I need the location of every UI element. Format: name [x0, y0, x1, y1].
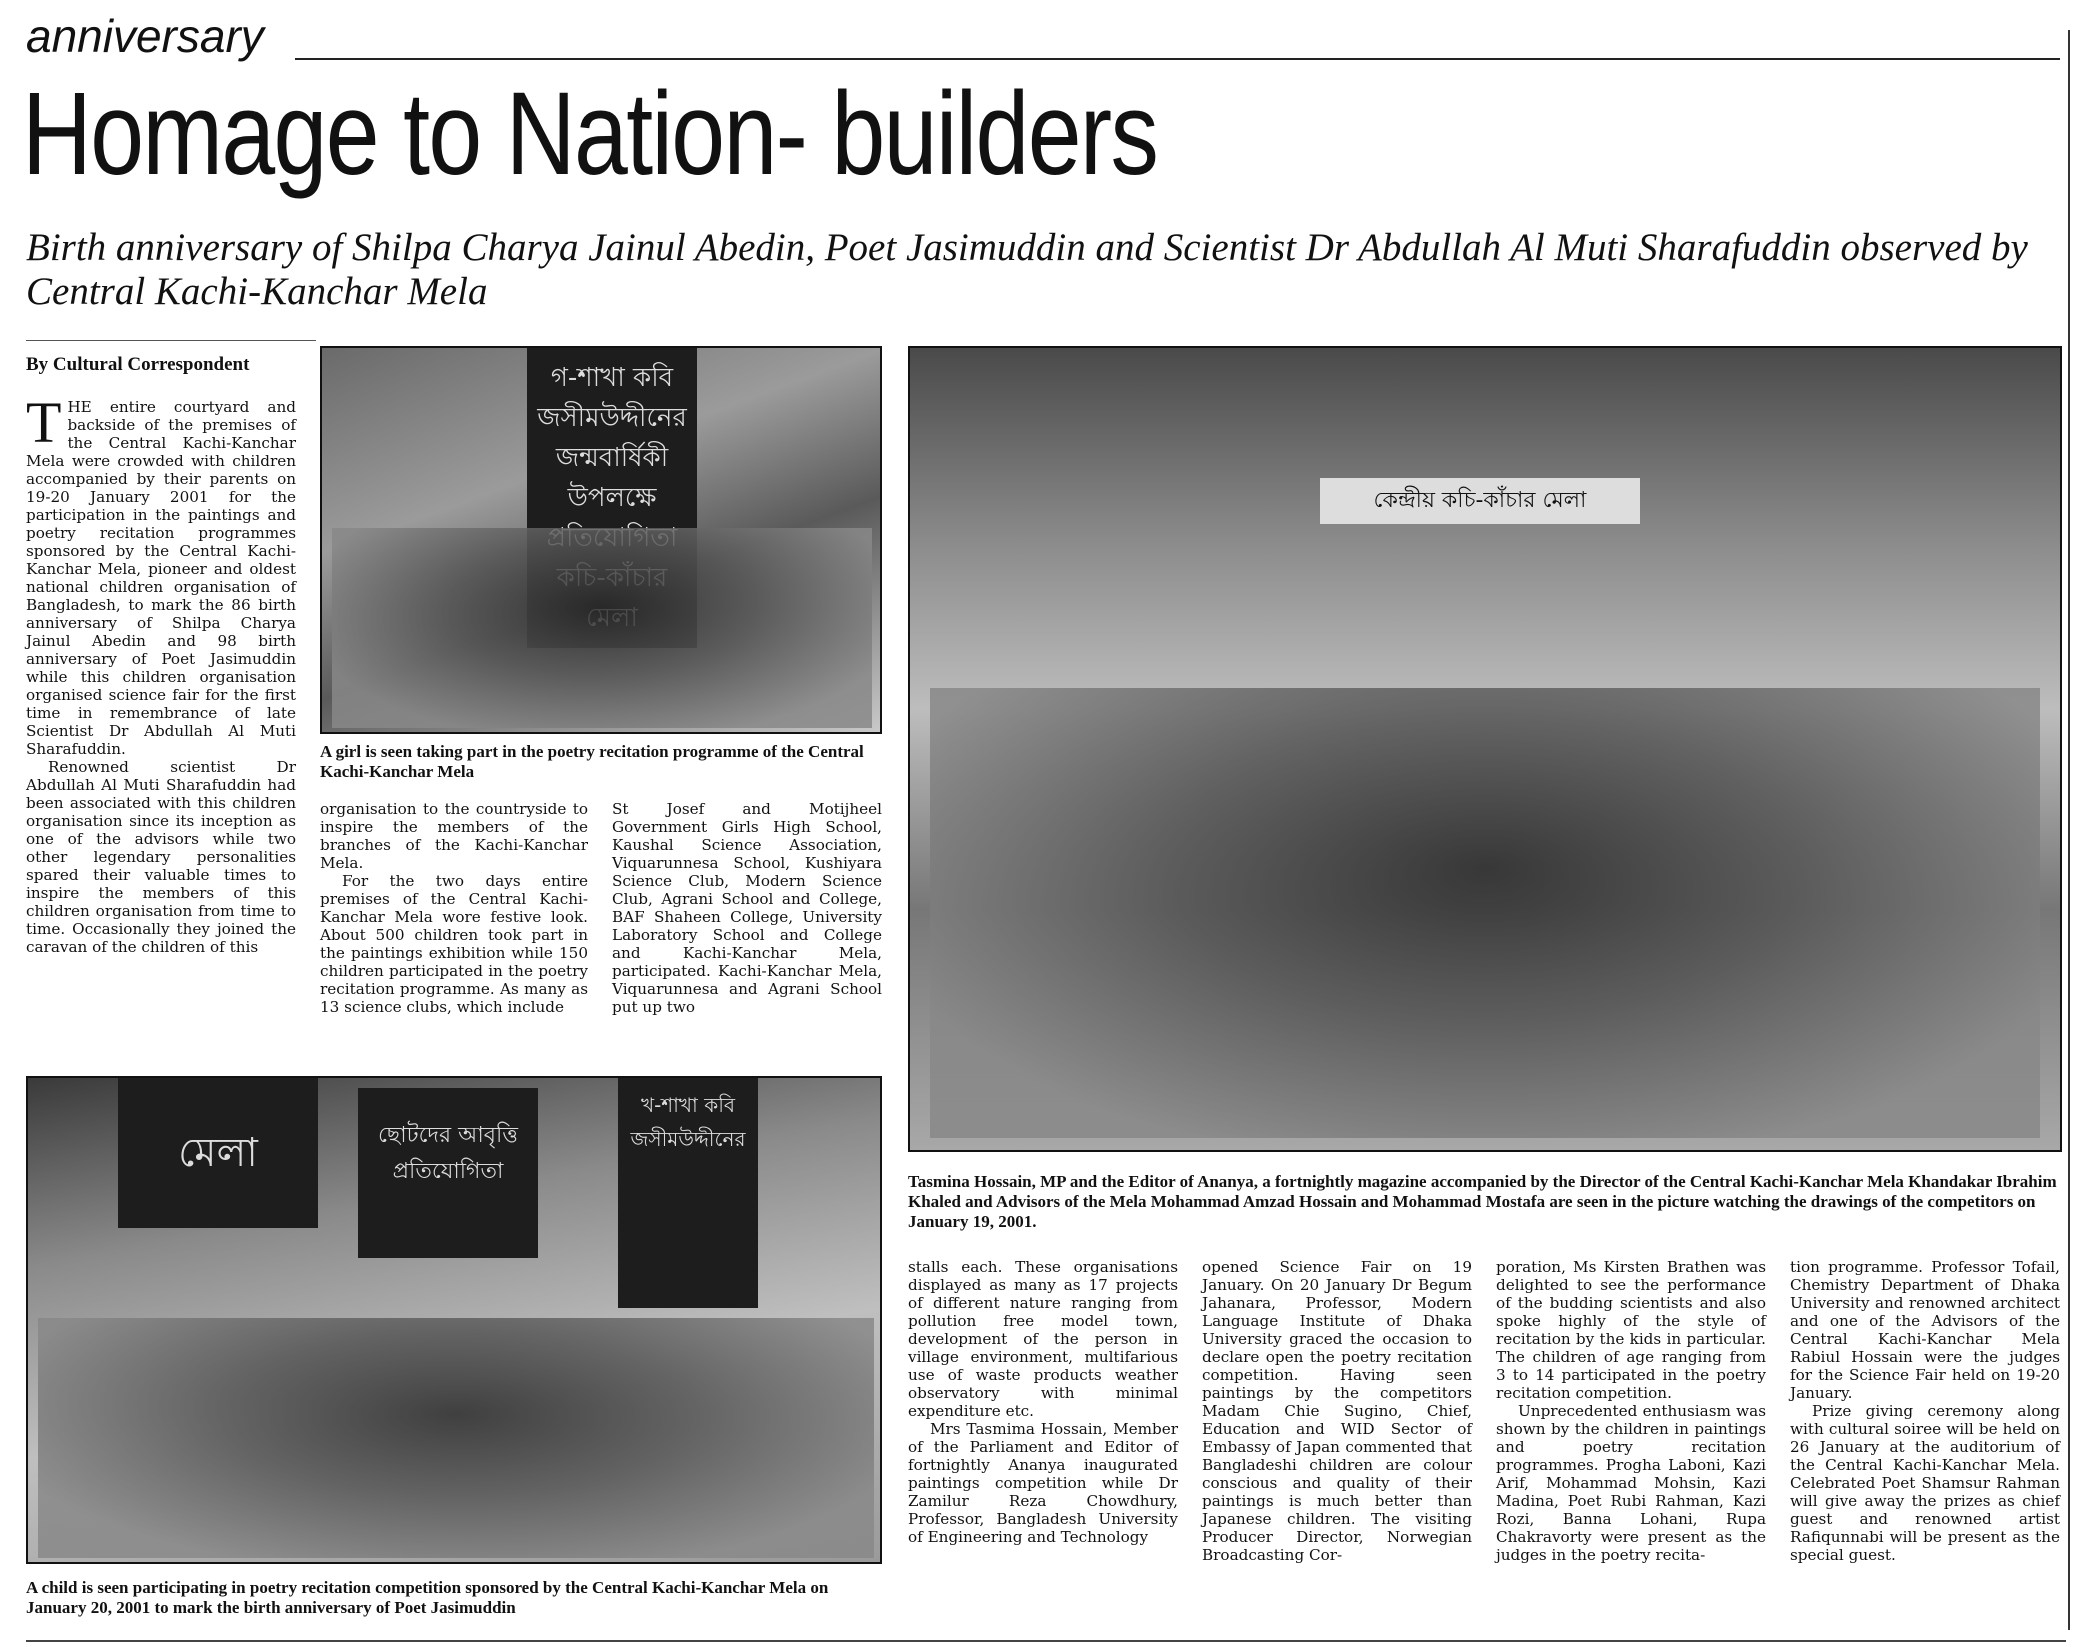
article-column-7: [1790, 1258, 2060, 1564]
paragraph: Mrs Tasmima Hossain, Member of the Parliament and Editor of fortnightly Ananya inaugurated paintings competition while Dr Zamilur Reza Chowdhury, Professor, Bangladesh University of Engineering and Technology: [908, 1420, 1178, 1546]
paragraph: Unprecedented enthusiasm was shown by the children in paintings and poetry recitation programmes. Progha Laboni, Kazi Arif, Mohammad Mohsin, Kazi Madina, Poet Rubi Rahman, Kazi Rozi, Banna Lohani, Rupa Chakravorty were present as the judges in the poetry recita-: [1496, 1402, 1766, 1564]
photo-caption: A child is seen participating in poetry recitation competition sponsored by the Central Kachi-Kanchar Mela on January 20, 2001 to mark the birth anniversary of Poet Jasimuddin: [26, 1578, 829, 1617]
banner-text: ছোটদের আবৃত্তি প্রতিযোগিতা: [377, 1123, 519, 1184]
banner-text: মেলা: [178, 1130, 258, 1176]
photo-child-recitation: [26, 1076, 882, 1564]
photo-sign: [1320, 478, 1640, 524]
paragraph: opened Science Fair on 19 January. On 20 January Dr Begum Jahanara, Professor, Modern Language Institute of Dhaka University graced the occasion to declare open the poetry recitation competition. Having seen paintings by the competitors Madam Chie Sugino, Chief, Education and WID Sector of Embassy of Japan commented that Bangladeshi children are colour conscious and quality of their paintings is much better than Japanese children. The visiting Producer Director, Norwegian Broadcasting Cor-: [1202, 1258, 1472, 1564]
page-edge-rule: [2068, 30, 2070, 1630]
paragraph: For the two days entire premises of the Central Kachi-Kanchar Mela wore festive look. About 500 children took part in the paintings exhibition while 150 children participated in the poetry recitation programme. As many as 13 science clubs, which include: [320, 872, 588, 1016]
article-column-1: [26, 390, 296, 956]
photo-girl-recitation: [320, 346, 882, 734]
byline: By Cultural Correspondent: [26, 354, 250, 375]
paragraph: stalls each. These organisations displayed as many as 17 projects of different nature ranging from pollution free model town, development of the person in village environment, multifarious use of waste products weather observatory with minimal expenditure etc.: [908, 1258, 1178, 1420]
article-column-6: [1496, 1258, 1766, 1564]
photo-caption: A girl is seen taking part in the poetry recitation programme of the Central Kachi-Kanchar Mela: [320, 742, 864, 781]
photo-children-drawing: [930, 688, 2040, 1138]
paragraph: [26, 390, 296, 758]
sign-text: কেন্দ্রীয় কচি-কাঁচার মেলা: [1373, 488, 1587, 513]
paragraph: St Josef and Motijheel Government Girls High School, Kaushal Science Association, Viquarunnesa School, Kushiyara Science Club, Modern Science Club, Agrani School and College, BAF Shaheen College, University Laboratory School and College and Kachi-Kanchar Mela, participated. Kachi-Kanchar Mela, Viquarunnesa and Agrani School put up two: [612, 800, 882, 1016]
photo-banner-left: [118, 1078, 318, 1228]
byline-rule: [26, 340, 316, 341]
paragraph-text: HE entire courtyard and backside of the premises of the Central Kachi-Kanchar Mela were crowded with children accompanied by their parents on 19-20 January 2001 for the participation in the paintings and poetry recitation programmes sponsored by the Central Kachi-Kanchar Mela, pioneer and oldest national children organisation of Bangladesh, to mark the 86 birth anniversary of Shilpa Charya Jainul Abedin and 98 birth anniversary of Poet Jasimuddin while this children organisation organised science fair for the first time in remembrance of late Scientist Dr Abdullah Al Muti Sharafuddin.: [26, 398, 296, 758]
drop-cap: T: [26, 390, 62, 455]
header-rule: [295, 58, 2060, 60]
photo-drawing-competition: [908, 346, 2062, 1152]
photo-banner-middle: [358, 1088, 538, 1258]
photo-banner-right: [618, 1078, 758, 1308]
photo-children-group: [332, 528, 872, 728]
photo-children-seated: [38, 1318, 874, 1558]
paragraph: poration, Ms Kirsten Brathen was delighted to see the performance of the budding scientists and also spoke highly of the style of recitation by the kids in particular. The children of age ranging from 3 to 14 participated in the poetry recitation competition.: [1496, 1258, 1766, 1402]
paragraph: Prize giving ceremony along with cultural soiree will be held on 26 January at the auditorium of the Central Kachi-Kanchar Mela. Celebrated Poet Shamsur Rahman will give away the prizes as chief guest and renowned artist Rafiqunnabi will be present as the special guest.: [1790, 1402, 2060, 1564]
photo-caption: Tasmina Hossain, MP and the Editor of Ananya, a fortnightly magazine accompanied by the Director of the Central Kachi-Kanchar Mela Khandakar Ibrahim Khaled and Advisors of the Mela Mohammad Amzad Hossain and Mohammad Mostafa are seen in the picture watching the drawings of the competitors on January 19, 2001.: [908, 1172, 2057, 1231]
article-column-2: [320, 800, 588, 1016]
paragraph: Renowned scientist Dr Abdullah Al Muti Sharafuddin had been associated with this children organisation since its inception as one of the advisors while two other legendary personalities spared their valuable times to inspire the members of this children organisation from time to time. Occasionally they joined the caravan of the children of this: [26, 758, 296, 956]
banner-text: গ-শাখা কবি জসীমউদ্দীনের জন্মবার্ষিকী উপলক্ষে: [537, 363, 687, 513]
paragraph: tion programme. Professor Tofail, Chemistry Department of Dhaka University and renowned architect and one of the Advisors of the Central Kachi-Kanchar Mela Rabiul Hossain were the judges for the Science Fair held on 19-20 January.: [1790, 1258, 2060, 1402]
headline: Homage to Nation- builders: [22, 68, 1158, 200]
article-column-3: [612, 800, 882, 1016]
paragraph: organisation to the countryside to inspire the members of the branches of the Kachi-Kanchar Mela.: [320, 800, 588, 872]
section-label: anniversary: [26, 10, 264, 62]
article-column-5: [1202, 1258, 1472, 1564]
footer-rule: [26, 1640, 2066, 1642]
article-column-4: [908, 1258, 1178, 1546]
deck-subtitle: Birth anniversary of Shilpa Charya Jainul Abedin, Poet Jasimuddin and Scientist Dr Abdullah Al Muti Sharafuddin observed by Central Kachi-Kanchar Mela: [26, 226, 2028, 313]
banner-text: খ-শাখা কবি জসীমউদ্দীনের: [630, 1093, 746, 1151]
